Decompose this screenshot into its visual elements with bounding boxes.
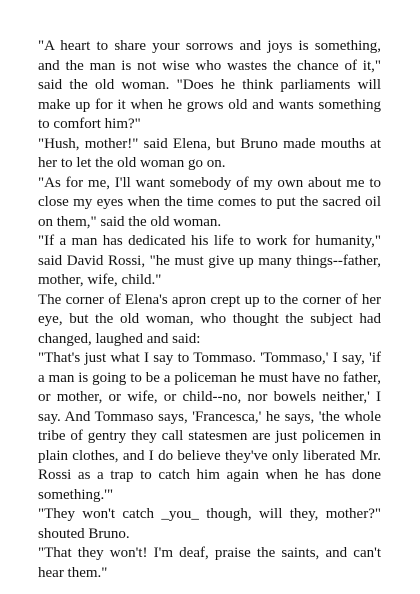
paragraph-7: "They won't catch _you_ though, will they, mother?" shouted Bruno. [38,506,381,542]
book-page [38,37,381,583]
paragraph-5: The corner of Elena's apron crept up to the corner of her eye, but the old woman, who thought the subject had changed, laughed and said: [38,291,381,347]
paragraph-3: "As for me, I'll want somebody of my own about me to close my eyes when the time comes to put the sacred oil on them," said the old woman. [38,174,381,230]
paragraph-2: "Hush, mother!" said Elena, but Bruno made mouths at her to let the old woman go on. [38,135,381,171]
paragraph-1: "A heart to share your sorrows and joys is something, and the man is not wise who wastes the chance of it," said the old woman. "Does he think parliaments will make up for it when he grows old and wants something to comfort him?" [38,38,381,132]
paragraph-4: "If a man has dedicated his life to work for humanity," said David Rossi, "he must give up many things--father, mother, wife, child." [38,233,381,288]
paragraph-6: "That's just what I say to Tommaso. 'Tommaso,' I say, 'if a man is going to be a policeman he must have no father, or mother, or wife, or child--no, nor bowels neither,' I say. And Tommaso says, 'Francesca,' he says, 'the whole tribe of gentry they call statesmen are just policemen in plain clothes, and I do believe they've only liberated Mr. Rossi as a trap to catch him again when he has done something.'" [38,350,381,503]
paragraph-8: "That they won't! I'm deaf, praise the saints, and can't hear them." [38,545,381,581]
